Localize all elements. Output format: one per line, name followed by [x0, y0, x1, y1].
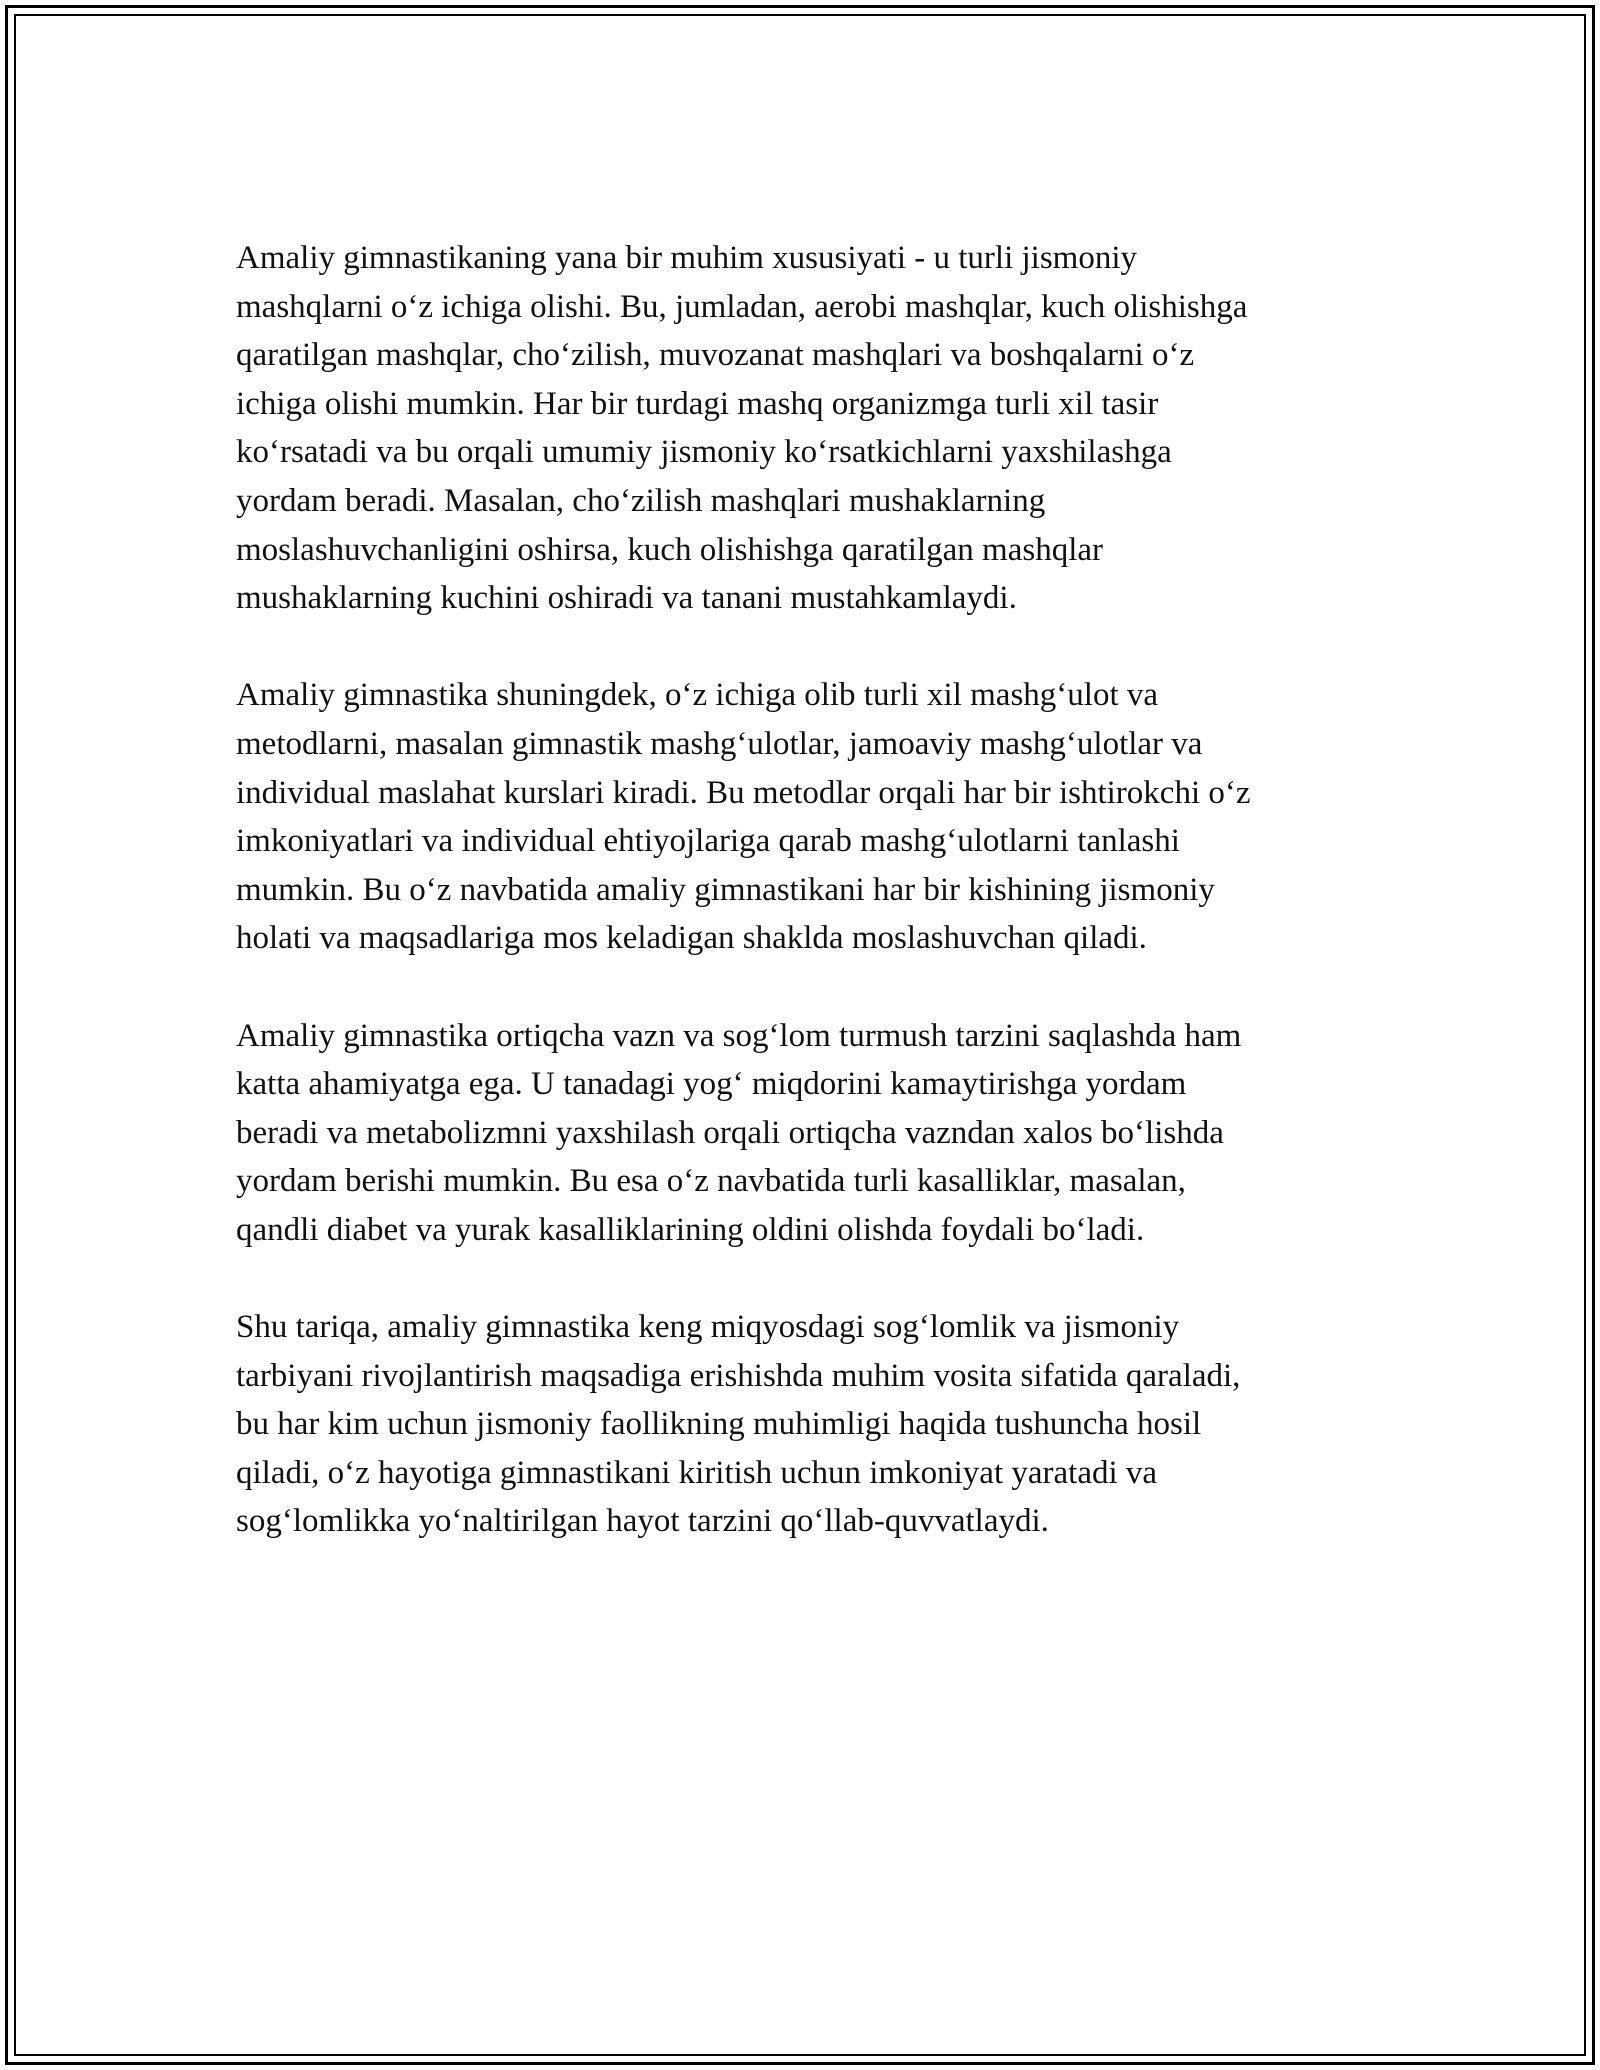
text-line: sog‘lomlikka yo‘naltirilgan hayot tarzini qo‘llab-quvvatlaydi. [236, 1503, 1049, 1540]
text-line: yordam berishi mumkin. Bu esa o‘z navbatida turli kasalliklar, masalan, [236, 1163, 1186, 1200]
text-line: ichiga olishi mumkin. Har bir turdagi mashq organizmga turli xil tasir [236, 385, 1159, 422]
text-line: tarbiyani rivojlantirish maqsadiga erishishda muhim vosita sifatida qaraladi, [236, 1357, 1241, 1394]
paragraph-2 [236, 671, 1396, 963]
text-line: Amaliy gimnastika ortiqcha vazn va sog‘lom turmush tarzini saqlashda ham [236, 1017, 1242, 1054]
text-line: beradi va metabolizmni yaxshilash orqali ortiqcha vazndan xalos bo‘lishda [236, 1114, 1224, 1151]
text-line: bu har kim uchun jismoniy faollikning muhimligi haqida tushuncha hosil [236, 1406, 1202, 1443]
text-line: Amaliy gimnastika shuningdek, o‘z ichiga olib turli xil mashg‘ulot va [236, 677, 1159, 714]
text-line: Shu tariqa, amaliy gimnastika keng miqyosdagi sog‘lomlik va jismoniy [236, 1309, 1180, 1346]
text-line: holati va maqsadlariga mos keladigan shaklda moslashuvchan qiladi. [236, 920, 1147, 957]
text-line: mumkin. Bu o‘z navbatida amaliy gimnastikani har bir kishining jismoniy [236, 871, 1215, 908]
text-line: qaratilgan mashqlar, cho‘zilish, muvozanat mashqlari va boshqalarni o‘z [236, 337, 1195, 374]
text-line: Amaliy gimnastikaning yana bir muhim xususiyati - u turli jismoniy [236, 240, 1138, 276]
text-line: katta ahamiyatga ega. U tanadagi yog‘ miqdorini kamaytirishga yordam [236, 1066, 1187, 1103]
text-line: qiladi, o‘z hayotiga gimnastikani kiritish uchun imkoniyat yaratadi va [236, 1454, 1158, 1491]
text-line: imkoniyatlari va individual ehtiyojlariga qarab mashg‘ulotlarni tanlashi [236, 823, 1180, 860]
text-line: mushaklarning kuchini oshiradi va tanani mustahkamlaydi. [236, 580, 1017, 617]
text-line: mashqlarni o‘z ichiga olishi. Bu, jumladan, aerobi mashqlar, kuch olishishga [236, 288, 1248, 325]
text-line: individual maslahat kurslari kiradi. Bu metodlar orqali har bir ishtirokchi o‘z [236, 774, 1251, 811]
document-body [236, 234, 1396, 1595]
text-line: metodlarni, masalan gimnastik mashg‘ulotlar, jamoaviy mashg‘ulotlar va [236, 725, 1203, 762]
paragraph-3 [236, 1012, 1396, 1255]
text-line: ko‘rsatadi va bu orqali umumiy jismoniy ko‘rsatkichlarni yaxshilashga [236, 434, 1172, 471]
text-line: yordam beradi. Masalan, cho‘zilish mashqlari mushaklarning [236, 482, 1046, 519]
text-line: qandli diabet va yurak kasalliklarining oldini olishda foydali bo‘ladi. [236, 1211, 1145, 1248]
text-line: moslashuvchanligini oshirsa, kuch olishishga qaratilgan mashqlar [236, 531, 1104, 568]
paragraph-1 [236, 234, 1396, 623]
paragraph-4 [236, 1303, 1396, 1546]
